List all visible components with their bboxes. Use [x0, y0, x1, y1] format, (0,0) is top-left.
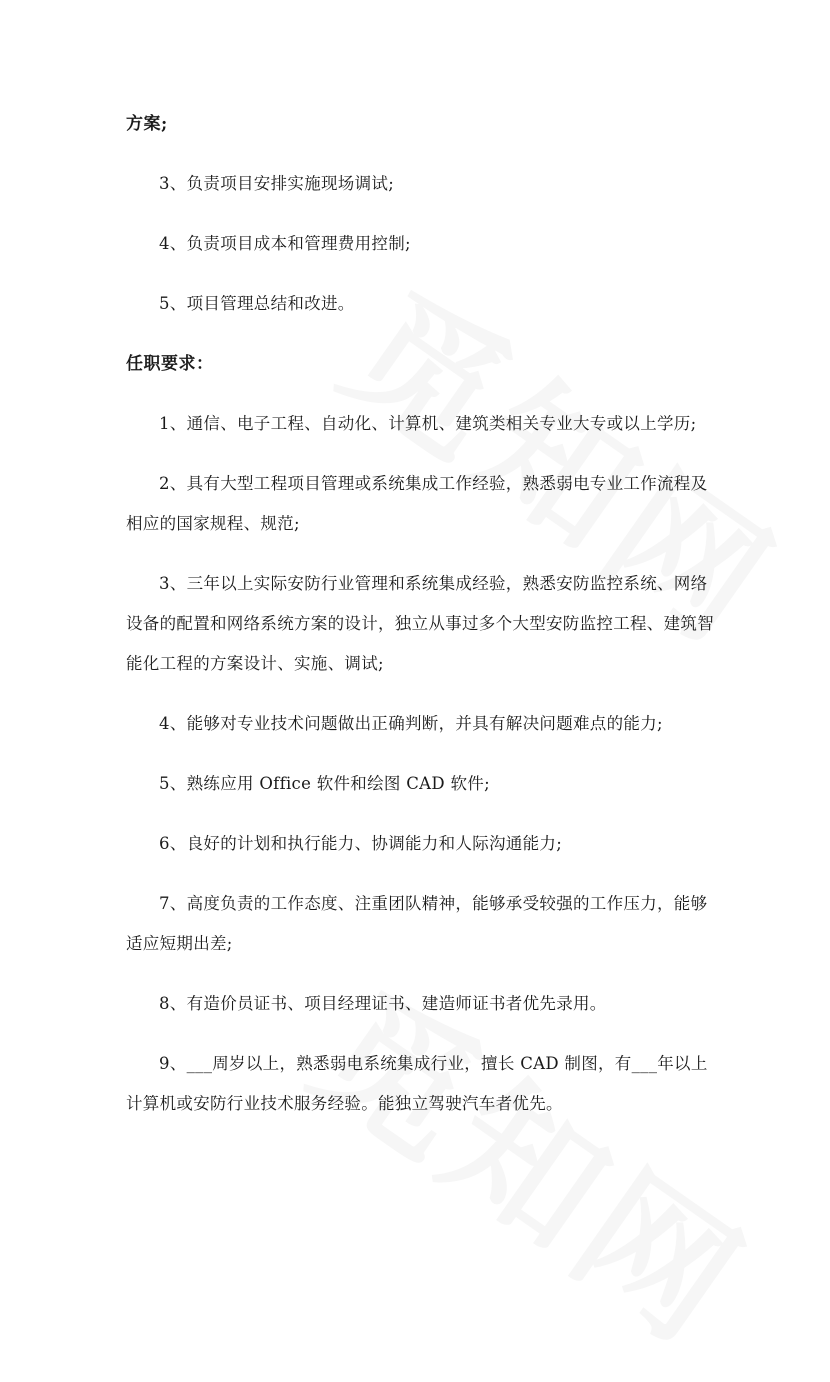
list-item-line: 4、负责项目成本和管理费用控制; [159, 234, 411, 253]
list-item [126, 404, 716, 444]
section-heading-plan: 方案; [126, 114, 168, 134]
list-item [126, 164, 716, 204]
document-content [126, 104, 716, 1144]
list-item-line: 8、有造价员证书、项目经理证书、建造师证书者优先录用。 [159, 994, 607, 1013]
list-item [126, 984, 716, 1024]
list-item-line: 7、高度负责的工作态度、注重团队精神，能够承受较强的工作压力，能够 [159, 894, 708, 913]
list-item [126, 824, 716, 864]
section-heading-requirements: 任职要求： [126, 354, 214, 374]
list-item-line: 计算机或安防行业技术服务经验。能独立驾驶汽车者优先。 [126, 1094, 563, 1113]
list-item-line: 适应短期出差; [126, 934, 233, 953]
list-item-line: 5、熟练应用 Office 软件和绘图 CAD 软件; [159, 774, 490, 793]
list-item [126, 464, 716, 544]
list-item-line: 能化工程的方案设计、实施、调试; [126, 654, 384, 673]
list-item [126, 224, 716, 264]
requirements-list [126, 404, 716, 1124]
list-item-line: 9、___周岁以上，熟悉弱电系统集成行业，擅长 CAD 制图，有___年以上 [159, 1054, 708, 1073]
list-item-line: 6、良好的计划和执行能力、协调能力和人际沟通能力; [159, 834, 563, 853]
list-item-line: 2、具有大型工程项目管理或系统集成工作经验，熟悉弱电专业工作流程及 [159, 474, 708, 493]
plan-list [126, 164, 716, 324]
list-item [126, 284, 716, 324]
list-item-line: 1、通信、电子工程、自动化、计算机、建筑类相关专业大专或以上学历; [159, 414, 697, 433]
list-item-line: 5、项目管理总结和改进。 [159, 294, 355, 313]
list-item-line: 设备的配置和网络系统方案的设计，独立从事过多个大型安防监控工程、建筑智 [126, 614, 714, 633]
list-item [126, 884, 716, 964]
list-item-line: 3、负责项目安排实施现场调试; [159, 174, 395, 193]
list-item-line: 4、能够对专业技术问题做出正确判断，并具有解决问题难点的能力; [159, 714, 663, 733]
list-item [126, 764, 716, 804]
list-item-line: 3、三年以上实际安防行业管理和系统集成经验，熟悉安防监控系统、网络 [159, 574, 708, 593]
list-item [126, 564, 716, 684]
list-item-line: 相应的国家规程、规范; [126, 514, 300, 533]
list-item [126, 704, 716, 744]
list-item [126, 1044, 716, 1124]
